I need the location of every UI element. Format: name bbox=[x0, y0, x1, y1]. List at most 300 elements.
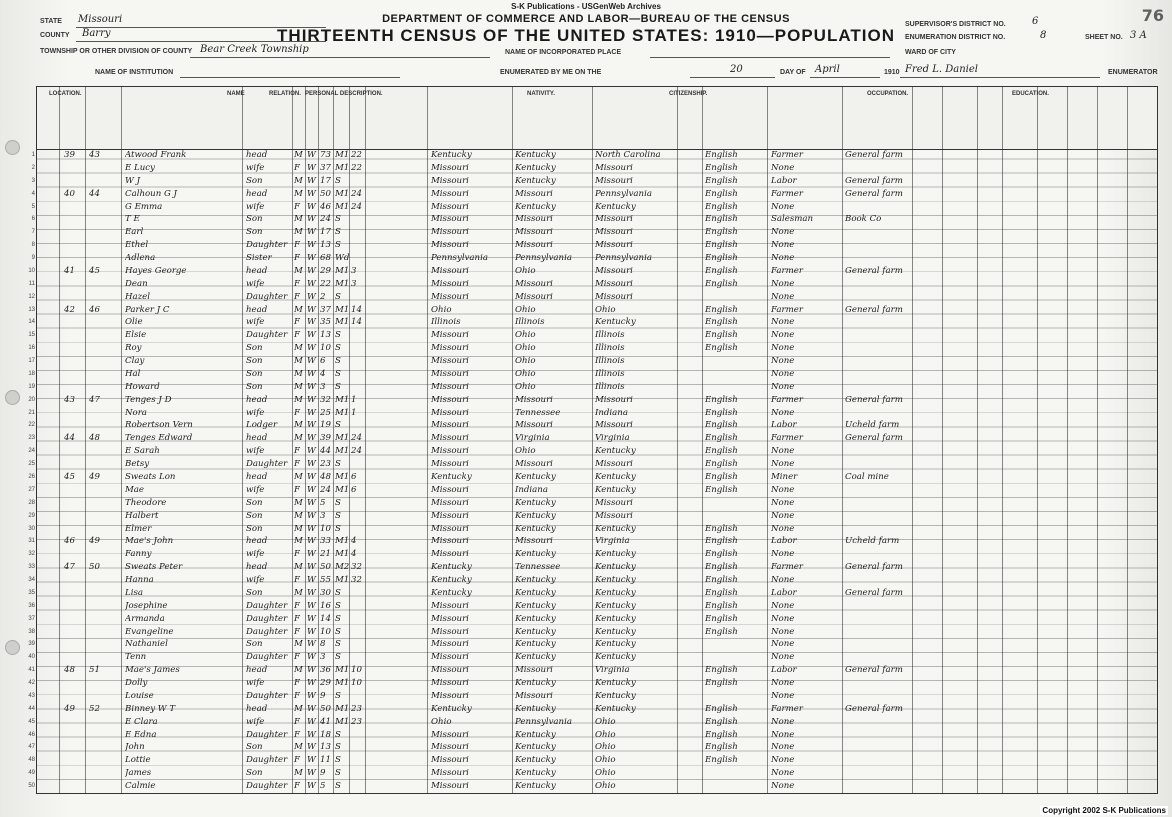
cell-race: W bbox=[307, 278, 316, 289]
cell-rel: head bbox=[246, 394, 268, 405]
cell-name: Calhoun G J bbox=[125, 188, 177, 199]
cell-b3: Ohio bbox=[595, 729, 616, 740]
cell-fam bbox=[89, 368, 117, 381]
cell-b3: Illinois bbox=[595, 343, 625, 354]
cell-yrs bbox=[351, 754, 365, 767]
cell-ms: M1 bbox=[335, 265, 350, 276]
cell-sex: M bbox=[294, 665, 303, 676]
cell-dw bbox=[64, 780, 84, 793]
cell-name: G Emma bbox=[125, 201, 163, 212]
township-value: Bear Creek Township bbox=[200, 44, 309, 55]
cell-race: W bbox=[307, 652, 316, 663]
cell-occ: None bbox=[771, 407, 795, 418]
ward-label: WARD OF CITY bbox=[905, 49, 956, 56]
cell-lang bbox=[705, 497, 767, 510]
cell-ms: M1 bbox=[335, 703, 350, 714]
cell-ms: M1 bbox=[335, 575, 350, 586]
cell-sex: F bbox=[294, 716, 300, 727]
cell-yrs: 24 bbox=[351, 188, 362, 199]
cell-fam bbox=[89, 523, 117, 536]
cell-b1: Missouri bbox=[431, 240, 469, 251]
row-number: 29 bbox=[28, 512, 35, 519]
cell-race: W bbox=[307, 678, 316, 689]
cell-b1: Kentucky bbox=[431, 150, 472, 160]
cell-dw bbox=[64, 510, 84, 523]
cell-occ: None bbox=[771, 600, 795, 611]
cell-lang: English bbox=[705, 459, 738, 470]
row-number: 15 bbox=[28, 332, 35, 339]
cell-sex: M bbox=[294, 587, 303, 598]
cell-name: Roy bbox=[125, 343, 142, 354]
cell-dw bbox=[64, 484, 84, 497]
cell-lang: English bbox=[705, 175, 738, 186]
cell-race: W bbox=[307, 510, 316, 521]
cell-occ: Farmer bbox=[771, 394, 803, 405]
cell-b1: Missouri bbox=[431, 626, 469, 637]
cell-ind: General farm bbox=[845, 587, 903, 598]
cell-ms: M1 bbox=[335, 433, 350, 444]
day-of-label: DAY OF bbox=[780, 69, 806, 76]
cell-dw bbox=[64, 716, 84, 729]
enumerator-name: Fred L. Daniel bbox=[905, 64, 978, 75]
cell-b2: Kentucky bbox=[515, 626, 556, 637]
cell-ms: M1 bbox=[335, 446, 350, 457]
cell-b3: Virginia bbox=[595, 536, 630, 547]
cell-ms: M1 bbox=[335, 665, 350, 676]
cell-lang: English bbox=[705, 536, 738, 547]
cell-yrs bbox=[351, 497, 365, 510]
cell-yrs: 32 bbox=[351, 575, 362, 586]
cell-dw bbox=[64, 381, 84, 394]
table-row bbox=[28, 458, 1157, 471]
cell-race: W bbox=[307, 227, 316, 238]
cell-race: W bbox=[307, 665, 316, 676]
cell-dw bbox=[64, 613, 84, 626]
cell-dw bbox=[64, 239, 84, 252]
cell-b3: Missouri bbox=[595, 265, 633, 276]
cell-b2: Missouri bbox=[515, 690, 553, 701]
table-row bbox=[28, 432, 1157, 445]
cell-name: Tenn bbox=[125, 652, 147, 663]
cell-race: W bbox=[307, 368, 316, 379]
cell-rel: head bbox=[246, 265, 268, 276]
cell-lang: English bbox=[705, 665, 738, 676]
cell-sex: F bbox=[294, 626, 300, 637]
cell-age: 68 bbox=[320, 253, 331, 264]
cell-occ: None bbox=[771, 626, 795, 637]
cell-rel: Son bbox=[246, 510, 263, 521]
cell-ind bbox=[845, 651, 911, 664]
row-number: 50 bbox=[28, 783, 35, 790]
cell-sex: F bbox=[294, 549, 300, 560]
cell-rel: wife bbox=[246, 317, 265, 328]
cell-age: 25 bbox=[320, 407, 331, 418]
cell-occ: Labor bbox=[771, 175, 797, 186]
cell-ind bbox=[845, 716, 911, 729]
row-number: 1 bbox=[31, 152, 35, 158]
cell-b2: Missouri bbox=[515, 188, 553, 199]
cell-b1: Missouri bbox=[431, 536, 469, 547]
cell-b2: Ohio bbox=[515, 446, 536, 457]
cell-b3: Indiana bbox=[595, 407, 628, 418]
cell-name: Nora bbox=[125, 407, 147, 418]
department-heading: DEPARTMENT OF COMMERCE AND LABOR—BUREAU OF THE CENSUS bbox=[382, 13, 790, 25]
cell-fam bbox=[89, 729, 117, 742]
table-row bbox=[28, 523, 1157, 536]
cell-rel: wife bbox=[246, 407, 265, 418]
cell-rel: Daughter bbox=[246, 652, 288, 663]
cell-name: Betsy bbox=[125, 459, 150, 470]
cell-fam bbox=[89, 239, 117, 252]
table-row bbox=[28, 780, 1157, 793]
cell-race: W bbox=[307, 690, 316, 701]
cell-occ: None bbox=[771, 343, 795, 354]
cell-age: 30 bbox=[320, 587, 331, 598]
cell-b1: Missouri bbox=[431, 265, 469, 276]
table-row bbox=[28, 703, 1157, 716]
month-line bbox=[810, 77, 880, 78]
cell-b2: Pennsylvania bbox=[515, 716, 572, 727]
cell-sex: M bbox=[294, 175, 303, 186]
cell-dw bbox=[64, 329, 84, 342]
cell-race: W bbox=[307, 253, 316, 264]
cell-lang: English bbox=[705, 484, 738, 495]
cell-b2: Kentucky bbox=[515, 639, 556, 650]
cell-age: 14 bbox=[320, 613, 331, 624]
cell-ms: S bbox=[335, 600, 341, 611]
cell-ms: S bbox=[335, 343, 341, 354]
table-row bbox=[28, 291, 1157, 304]
cell-age: 48 bbox=[320, 472, 331, 482]
table-row bbox=[28, 497, 1157, 510]
cell-yrs: 14 bbox=[351, 304, 362, 315]
cell-yrs: 10 bbox=[351, 665, 362, 676]
cell-ms: S bbox=[335, 510, 341, 521]
cell-rel: Sister bbox=[246, 253, 272, 264]
cell-fam bbox=[89, 278, 117, 291]
cell-race: W bbox=[307, 600, 316, 611]
cell-fam: 52 bbox=[89, 703, 100, 714]
cell-name: Theodore bbox=[125, 497, 167, 508]
cell-lang: English bbox=[705, 742, 738, 753]
cell-sex: F bbox=[294, 484, 300, 495]
cell-rel: wife bbox=[246, 484, 265, 495]
cell-ind bbox=[845, 278, 911, 291]
cell-race: W bbox=[307, 240, 316, 251]
cell-lang: English bbox=[705, 253, 738, 264]
cell-name: Evangeline bbox=[125, 626, 174, 637]
row-number: 28 bbox=[28, 499, 35, 506]
cell-name: Sweats Peter bbox=[125, 562, 183, 573]
cell-b1: Missouri bbox=[431, 356, 469, 367]
cell-ind bbox=[845, 201, 911, 214]
cell-rel: Son bbox=[246, 587, 263, 598]
cell-ind bbox=[845, 329, 911, 342]
cell-dw bbox=[64, 754, 84, 767]
cell-b2: Kentucky bbox=[515, 497, 556, 508]
cell-b2: Indiana bbox=[515, 484, 548, 495]
cell-race: W bbox=[307, 716, 316, 727]
cell-b2: Ohio bbox=[515, 304, 536, 315]
cell-b3: Illinois bbox=[595, 330, 625, 341]
cell-rel: Daughter bbox=[246, 600, 288, 611]
township-label: TOWNSHIP OR OTHER DIVISION OF COUNTY bbox=[40, 48, 193, 55]
cell-b2: Missouri bbox=[515, 459, 553, 470]
cell-b2: Ohio bbox=[515, 330, 536, 341]
census-rows bbox=[28, 149, 1157, 793]
cell-occ: None bbox=[771, 729, 795, 740]
cell-yrs bbox=[351, 600, 365, 613]
cell-rel: head bbox=[246, 703, 268, 714]
binding-hole bbox=[5, 640, 20, 655]
cell-rel: Daughter bbox=[246, 729, 288, 740]
table-row bbox=[28, 587, 1157, 600]
cell-fam bbox=[89, 201, 117, 214]
cell-b2: Kentucky bbox=[515, 742, 556, 753]
cell-age: 9 bbox=[320, 768, 326, 779]
cell-race: W bbox=[307, 484, 316, 495]
cell-b2: Kentucky bbox=[515, 472, 556, 482]
cell-b2: Ohio bbox=[515, 356, 536, 367]
cell-b3: Kentucky bbox=[595, 613, 636, 624]
cell-yrs bbox=[351, 239, 365, 252]
cell-dw bbox=[64, 316, 84, 329]
cell-b2: Tennessee bbox=[515, 407, 561, 418]
cell-sex: M bbox=[294, 562, 303, 573]
cell-yrs bbox=[351, 626, 365, 639]
cell-race: W bbox=[307, 394, 316, 405]
cell-name: Armanda bbox=[125, 613, 165, 624]
cell-b1: Missouri bbox=[431, 278, 469, 289]
cell-ms: S bbox=[335, 175, 341, 186]
row-number: 34 bbox=[28, 577, 35, 584]
cell-yrs: 3 bbox=[351, 265, 357, 276]
row-number: 21 bbox=[28, 409, 35, 416]
cell-sex: M bbox=[294, 433, 303, 444]
table-row bbox=[28, 342, 1157, 355]
cell-age: 50 bbox=[320, 703, 331, 714]
cell-b2: Kentucky bbox=[515, 175, 556, 186]
table-row bbox=[28, 510, 1157, 523]
row-number: 31 bbox=[28, 538, 35, 545]
cell-dw: 45 bbox=[64, 472, 75, 482]
cell-b3: Missouri bbox=[595, 394, 633, 405]
cell-name: Halbert bbox=[125, 510, 159, 521]
cell-race: W bbox=[307, 150, 316, 160]
cell-yrs: 23 bbox=[351, 703, 362, 714]
cell-age: 73 bbox=[320, 150, 331, 160]
cell-rel: Son bbox=[246, 381, 263, 392]
cell-ind bbox=[845, 239, 911, 252]
cell-ms: S bbox=[335, 240, 341, 251]
cell-lang: English bbox=[705, 575, 738, 586]
cell-b1: Missouri bbox=[431, 291, 469, 302]
cell-b1: Missouri bbox=[431, 201, 469, 212]
cell-dw bbox=[64, 497, 84, 510]
cell-ms: M1 bbox=[335, 317, 350, 328]
cell-fam bbox=[89, 638, 117, 651]
cell-fam bbox=[89, 741, 117, 754]
cell-lang: English bbox=[705, 330, 738, 341]
cell-yrs bbox=[351, 329, 365, 342]
cell-ms: M1 bbox=[335, 150, 350, 160]
copyright-notice: Copyright 2002 S-K Publications bbox=[1042, 806, 1166, 815]
cell-occ: None bbox=[771, 678, 795, 689]
cell-ind bbox=[845, 252, 911, 265]
cell-b1: Missouri bbox=[431, 330, 469, 341]
row-number: 3 bbox=[31, 177, 35, 184]
cell-age: 55 bbox=[320, 575, 331, 586]
cell-race: W bbox=[307, 536, 316, 547]
cell-occ: None bbox=[771, 652, 795, 663]
cell-b1: Missouri bbox=[431, 755, 469, 766]
cell-rel: Son bbox=[246, 356, 263, 367]
table-row bbox=[28, 278, 1157, 291]
cell-name: Josephine bbox=[125, 600, 168, 611]
cell-yrs bbox=[351, 767, 365, 780]
cell-b3: Kentucky bbox=[595, 201, 636, 212]
cell-race: W bbox=[307, 265, 316, 276]
row-number: 43 bbox=[28, 692, 35, 699]
cell-yrs: 22 bbox=[351, 150, 362, 160]
row-number: 22 bbox=[28, 422, 35, 429]
cell-b1: Missouri bbox=[431, 613, 469, 624]
cell-yrs: 6 bbox=[351, 484, 357, 495]
cell-sex: F bbox=[294, 240, 300, 251]
cell-rel: wife bbox=[246, 678, 265, 689]
cell-rel: Daughter bbox=[246, 613, 288, 624]
cell-yrs: 24 bbox=[351, 433, 362, 444]
cell-ms: M1 bbox=[335, 394, 350, 405]
cell-race: W bbox=[307, 613, 316, 624]
column-head: NATIVITY. bbox=[527, 91, 555, 97]
cell-occ: Farmer bbox=[771, 188, 803, 199]
cell-fam: 50 bbox=[89, 562, 100, 573]
enumerated-month: April bbox=[815, 64, 840, 75]
cell-dw: 39 bbox=[64, 150, 75, 160]
cell-b2: Kentucky bbox=[515, 613, 556, 624]
cell-rel: Son bbox=[246, 214, 263, 225]
cell-age: 21 bbox=[320, 549, 331, 560]
cell-sex: M bbox=[294, 420, 303, 431]
cell-dw bbox=[64, 407, 84, 420]
cell-lang bbox=[705, 767, 767, 780]
cell-name: Fanny bbox=[125, 549, 152, 560]
cell-dw bbox=[64, 574, 84, 587]
row-number: 6 bbox=[31, 216, 35, 223]
table-row bbox=[31, 149, 1157, 162]
county-line bbox=[76, 41, 326, 42]
cell-dw bbox=[64, 162, 84, 175]
cell-ind bbox=[845, 342, 911, 355]
row-number: 10 bbox=[28, 267, 35, 274]
cell-lang bbox=[705, 638, 767, 651]
cell-b2: Kentucky bbox=[515, 600, 556, 611]
cell-ms: M1 bbox=[335, 278, 350, 289]
cell-age: 13 bbox=[320, 330, 331, 341]
cell-dw bbox=[64, 651, 84, 664]
cell-b1: Ohio bbox=[431, 716, 452, 727]
cell-yrs bbox=[351, 638, 365, 651]
cell-ind bbox=[845, 626, 911, 639]
cell-b3: Missouri bbox=[595, 175, 633, 186]
cell-b2: Ohio bbox=[515, 381, 536, 392]
table-row bbox=[28, 329, 1157, 342]
cell-b2: Ohio bbox=[515, 265, 536, 276]
table-row bbox=[28, 613, 1157, 626]
cell-race: W bbox=[307, 587, 316, 598]
cell-yrs: 6 bbox=[351, 472, 357, 482]
cell-ms: M1 bbox=[335, 304, 350, 315]
cell-fam bbox=[89, 754, 117, 767]
cell-age: 5 bbox=[320, 781, 326, 792]
row-number: 5 bbox=[31, 203, 35, 210]
row-number: 12 bbox=[28, 293, 35, 300]
cell-ind bbox=[845, 381, 911, 394]
cell-b2: Ohio bbox=[515, 343, 536, 354]
cell-sex: F bbox=[294, 600, 300, 611]
cell-ind bbox=[845, 613, 911, 626]
cell-occ: None bbox=[771, 523, 795, 534]
census-title: THIRTEENTH CENSUS OF THE UNITED STATES: 1910—POPULATION bbox=[277, 26, 895, 45]
cell-yrs bbox=[351, 510, 365, 523]
cell-rel: wife bbox=[246, 162, 265, 173]
cell-dw bbox=[64, 587, 84, 600]
cell-ms: M1 bbox=[335, 162, 350, 173]
cell-fam: 43 bbox=[89, 150, 100, 160]
cell-b1: Kentucky bbox=[431, 562, 472, 573]
cell-yrs bbox=[351, 419, 365, 432]
cell-fam bbox=[89, 510, 117, 523]
cell-b3: Kentucky bbox=[595, 626, 636, 637]
row-number: 25 bbox=[28, 461, 35, 468]
table-row bbox=[28, 716, 1157, 729]
cell-ms: S bbox=[335, 330, 341, 341]
cell-b1: Missouri bbox=[431, 446, 469, 457]
cell-sex: M bbox=[294, 394, 303, 405]
state-line bbox=[76, 27, 326, 28]
cell-occ: None bbox=[771, 755, 795, 766]
cell-age: 17 bbox=[320, 175, 331, 186]
cell-ind bbox=[845, 523, 911, 536]
cell-sex: M bbox=[294, 368, 303, 379]
cell-sex: F bbox=[294, 575, 300, 586]
cell-ms: M1 bbox=[335, 484, 350, 495]
cell-lang: English bbox=[705, 549, 738, 560]
cell-rel: Son bbox=[246, 742, 263, 753]
cell-name: Tenges Edward bbox=[125, 433, 193, 444]
township-line bbox=[190, 57, 490, 58]
cell-race: W bbox=[307, 214, 316, 225]
cell-lang: English bbox=[705, 755, 738, 766]
cell-b1: Missouri bbox=[431, 600, 469, 611]
cell-name: Olie bbox=[125, 317, 143, 328]
enumerated-label: ENUMERATED BY ME ON THE bbox=[500, 69, 602, 76]
cell-rel: Son bbox=[246, 639, 263, 650]
cell-sex: F bbox=[294, 459, 300, 470]
cell-dw bbox=[64, 291, 84, 304]
row-number: 14 bbox=[28, 319, 35, 326]
cell-dw bbox=[64, 626, 84, 639]
cell-ind bbox=[845, 548, 911, 561]
cell-ms: M1 bbox=[335, 549, 350, 560]
cell-lang: English bbox=[705, 678, 738, 689]
cell-b1: Missouri bbox=[431, 227, 469, 238]
cell-b2: Kentucky bbox=[515, 652, 556, 663]
row-number: 33 bbox=[28, 564, 35, 571]
cell-lang bbox=[705, 651, 767, 664]
cell-b1: Kentucky bbox=[431, 472, 472, 482]
